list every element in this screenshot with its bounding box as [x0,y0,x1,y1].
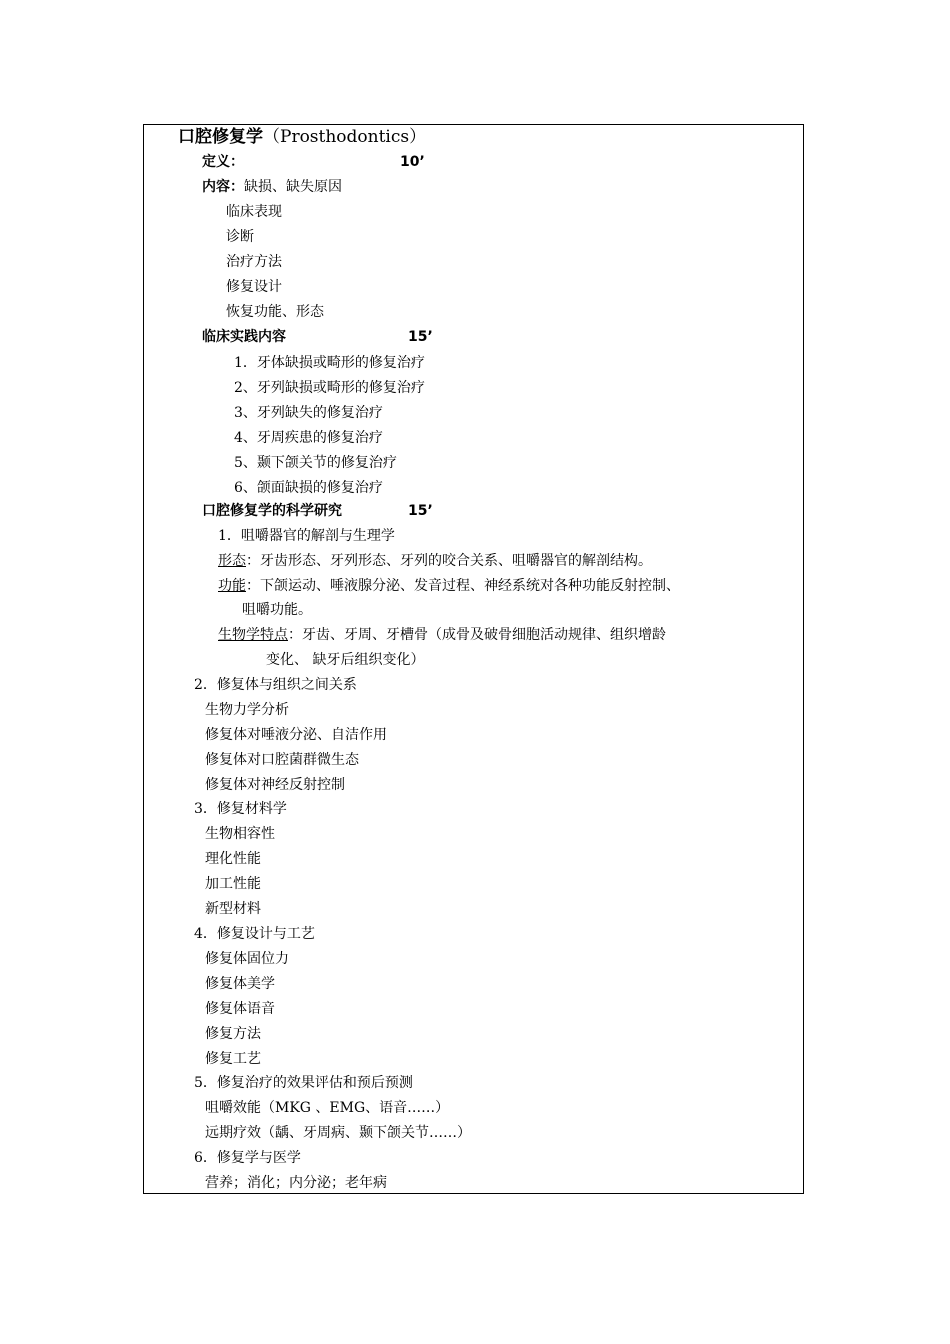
section-item: 远期疗效（龋、牙周病、颞下颌关节……） [205,1125,471,1141]
clinical-time: 15’ [408,329,433,345]
section-item: 修复体语音 [205,1001,275,1017]
section-item: 修复方法 [205,1026,261,1042]
section-item: 生物力学分析 [205,702,289,718]
clinical-item: 3、牙列缺失的修复治疗 [234,405,383,421]
function-text: ：下颌运动、唾液腺分泌、发音过程、神经系统对各种功能反射控制、 [246,578,680,594]
section-item: 修复体美学 [205,976,275,992]
research-time: 15’ [408,503,433,519]
clinical-item: 6、颌面缺损的修复治疗 [234,480,383,496]
biology-line [218,626,666,644]
biology-text: ：牙齿、牙周、牙槽骨（成骨及破骨细胞活动规律、组织增龄 [288,627,666,643]
section-title: 6．修复学与医学 [194,1150,301,1166]
section-item: 咀嚼效能（MKG 、EMG、语音……） [205,1100,450,1116]
section-item: 加工性能 [205,876,261,892]
definition-time: 10’ [400,154,425,170]
function-label: 功能 [218,578,246,594]
section-title: 1．咀嚼器官的解剖与生理学 [218,528,395,544]
clinical-item: 1．牙体缺损或畸形的修复治疗 [234,355,425,371]
clinical-item: 5、颞下颌关节的修复治疗 [234,455,397,471]
content-label: 内容： [202,179,244,195]
content-item: 治疗方法 [226,254,282,270]
section-item: 修复体对唾液分泌、自洁作用 [205,727,387,743]
page-title [178,126,426,148]
morphology-label: 形态 [218,553,246,569]
section-item: 修复体对神经反射控制 [205,777,345,793]
definition-label: 定义： [202,154,244,170]
biology-label: 生物学特点 [218,627,288,643]
title-cn: 口腔修复学 [178,127,263,147]
clinical-item: 4、牙周疾患的修复治疗 [234,430,383,446]
section-title: 4．修复设计与工艺 [194,926,315,942]
title-en: （Prosthodontics） [263,127,427,147]
section-title: 2．修复体与组织之间关系 [194,677,357,693]
content-item: 恢复功能、形态 [226,304,324,320]
section-title: 3．修复材料学 [194,801,287,817]
section-item: 营养；消化；内分泌；老年病 [205,1175,387,1191]
content-item: 修复设计 [226,279,282,295]
section-item: 修复工艺 [205,1051,261,1067]
morphology-text: ：牙齿形态、牙列形态、牙列的咬合关系、咀嚼器官的解剖结构。 [246,553,652,569]
section-item: 修复体对口腔菌群微生态 [205,752,359,768]
content-item: 诊断 [226,229,254,245]
research-heading: 口腔修复学的科学研究 [202,503,342,519]
section-title: 5．修复治疗的效果评估和预后预测 [194,1075,413,1091]
clinical-heading: 临床实践内容 [202,329,286,345]
section-item: 生物相容性 [205,826,275,842]
function-cont: 咀嚼功能。 [242,602,312,618]
content-item: 临床表现 [226,204,282,220]
content-first: 缺损、缺失原因 [244,179,342,195]
content-line [202,178,342,196]
function-line [218,577,680,595]
section-item: 理化性能 [205,851,261,867]
biology-cont: 变化、 缺牙后组织变化） [266,652,425,668]
clinical-item: 2、牙列缺损或畸形的修复治疗 [234,380,425,396]
morphology-line [218,552,652,570]
section-item: 修复体固位力 [205,951,289,967]
section-item: 新型材料 [205,901,261,917]
